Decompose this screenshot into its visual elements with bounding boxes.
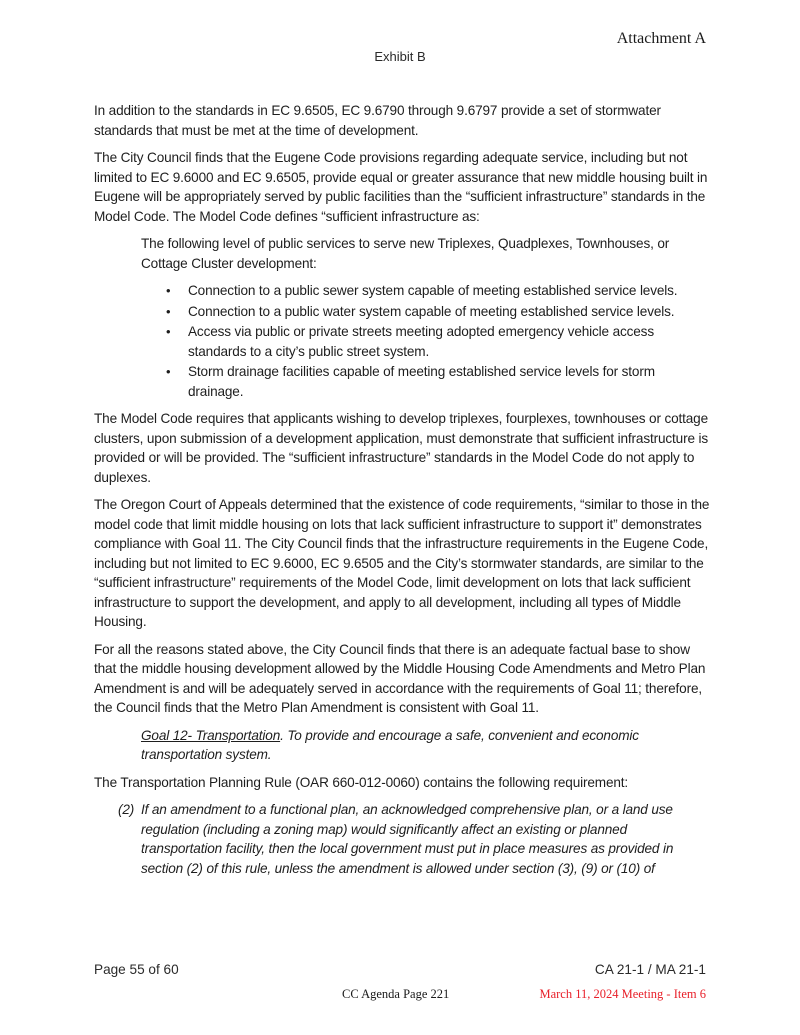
bullet-icon: • (166, 364, 171, 379)
page-number: Page 55 of 60 (94, 962, 179, 977)
meeting-label: March 11, 2024 Meeting - Item 6 (539, 987, 706, 1001)
bullet-icon: • (166, 283, 171, 298)
paragraph-court-of-appeals: The Oregon Court of Appeals determined that the existence of code requirements, “similar to those in the model code that limit middle housing on lots that lack sufficient infrastructure to support it” demonstrates compliance with Goal 11. The City Council finds that the infrastructure requirements in the Eugene Code, including but not limited to EC 9.6000, EC 9.6505 and the City’s stormwater standards, are similar to the “sufficient infrastructure” requirements of the Model Code, limit development on lots that lack sufficient infrastructure to support the development, and apply to all development, including all types of Middle Housing. (94, 497, 710, 629)
case-number: CA 21-1 / MA 21-1 (594, 962, 706, 977)
document-body (94, 101, 710, 878)
list-item-text: Access via public or private streets meeting adopted emergency vehicle access standards to a city’s public street system. (188, 324, 654, 359)
paragraph-stormwater: In addition to the standards in EC 9.6505, EC 9.6790 through 9.6797 provide a set of stormwater standards that must be met at the time of development. (94, 103, 661, 138)
list-item (166, 302, 710, 322)
oar-quote (118, 800, 710, 878)
exhibit-label: Exhibit B (374, 49, 426, 64)
list-item-text: Storm drainage facilities capable of meeting established service levels for storm drainage. (188, 364, 655, 399)
bullet-icon: • (166, 324, 171, 339)
paragraph-tpr: The Transportation Planning Rule (OAR 660-012-0060) contains the following requirement: (94, 774, 629, 790)
list-item (166, 362, 710, 401)
oar-section-text: If an amendment to a functional plan, an acknowledged comprehensive plan, or a land use regulation (including a zoning map) would significantly affect an existing or planned transportation facility, then the local government must put in place measures as provided in section (2) of this rule, unless the amendment is allowed under section (3), (9) or (10) of (141, 802, 674, 876)
goal12-text: . To provide and encourage a safe, convenient and economic transportation system. (141, 727, 639, 762)
list-item (166, 281, 710, 301)
model-code-quote (141, 234, 710, 273)
goal12-heading (141, 726, 710, 765)
agenda-page-number: CC Agenda Page 221 (342, 987, 450, 1001)
paragraph-goal11-conclusion: For all the reasons stated above, the City Council finds that there is an adequate factual base to show that the middle housing development allowed by the Middle Housing Code Amendments and Metro Plan Amendment is and will be adequately served in accordance with the requirements of Goal 11; therefore, the Council finds that the Metro Plan Amendment is consistent with Goal 11. (94, 641, 706, 715)
oar-section-number: (2) (118, 802, 135, 817)
list-item-text: Connection to a public sewer system capable of meeting established service levels. (188, 283, 678, 298)
paragraph-model-code-requirements: The Model Code requires that applicants wishing to develop triplexes, fourplexes, townhouses or cottage clusters, upon submission of a development application, must demonstrate that sufficient infrastructure is provided or will be provided. The “sufficient infrastructure” standards in the Model Code do not apply to duplexes. (94, 411, 709, 485)
quote-intro: The following level of public services to serve new Triplexes, Quadplexes, Townhouses, or Cottage Cluster development: (141, 236, 670, 271)
list-item (166, 322, 710, 361)
list-item-text: Connection to a public water system capable of meeting established service levels. (188, 303, 675, 319)
goal12-title: Goal 12- Transportation (141, 727, 281, 743)
attachment-label: Attachment A (616, 30, 706, 47)
paragraph-adequate-service: The City Council finds that the Eugene Code provisions regarding adequate service, including but not limited to EC 9.6000 and EC 9.6505, provide equal or greater assurance that new middle housing built in Eugene will be appropriately served by public facilities than the “sufficient infrastructure” standards in the Model Code. The Model Code defines “sufficient infrastructure as: (94, 150, 708, 224)
bullet-icon: • (166, 303, 171, 319)
infrastructure-list (94, 281, 710, 401)
